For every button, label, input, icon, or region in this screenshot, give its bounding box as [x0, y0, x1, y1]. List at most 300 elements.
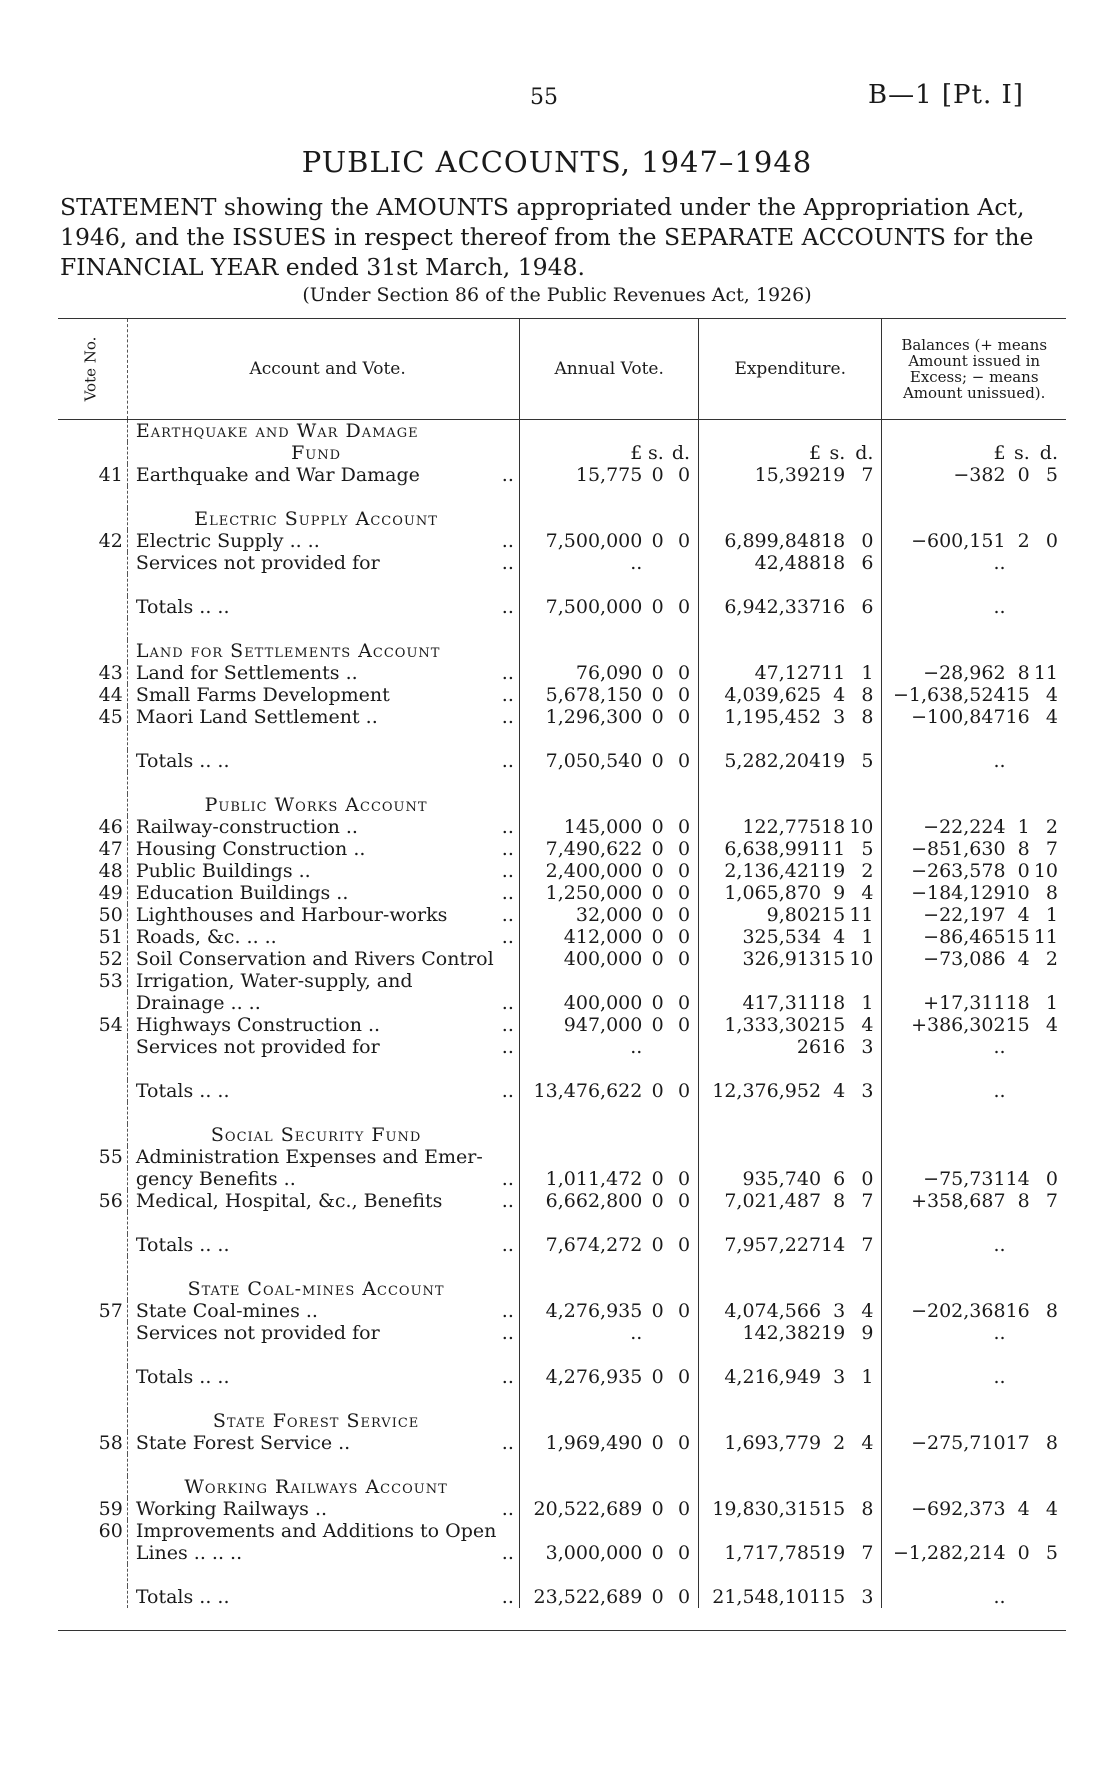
- ex-pence: [845, 1278, 882, 1300]
- annual-vote-shillings: [642, 1146, 663, 1168]
- annual-vote-pounds: [520, 1520, 642, 1542]
- ex-shillings: [821, 618, 845, 640]
- account-cell: [127, 1256, 496, 1278]
- annual-vote-pence: 0: [664, 1014, 699, 1036]
- balance-pounds: −75,731: [923, 1167, 1006, 1190]
- annual-vote-pence: 0: [664, 530, 699, 552]
- vote-cell: [58, 794, 127, 816]
- section-heading: Electric Supply Account: [194, 507, 438, 530]
- table-row: [58, 904, 1066, 926]
- vote-number: 58: [58, 1432, 127, 1454]
- av-pence: [664, 640, 699, 662]
- vote-no-header: Vote No.: [58, 319, 127, 420]
- expenditure-pence: 2: [845, 860, 882, 882]
- account-label: Drainage .. ..: [135, 991, 261, 1014]
- annual-vote-shillings: 0: [651, 1497, 664, 1520]
- table-row: [58, 1168, 1066, 1190]
- account-label: Roads, &c. .. ..: [135, 925, 277, 948]
- table-row: [58, 970, 1066, 992]
- bal-pounds: [882, 772, 1006, 794]
- dots-cell: [496, 1212, 520, 1234]
- expenditure-shillings: 11: [821, 661, 846, 684]
- leader-dots: ..: [496, 464, 520, 486]
- expenditure-pence: 4: [845, 1300, 882, 1322]
- spacer-row: [58, 1454, 1066, 1476]
- ex-pounds: [699, 486, 821, 508]
- account-cell: [127, 728, 496, 750]
- annual-vote-pounds: 13,476,622: [533, 1079, 643, 1102]
- bal-pence: [1030, 1388, 1066, 1410]
- expenditure-pence: 10: [845, 816, 882, 838]
- dots-cell: [496, 1410, 520, 1432]
- account-cell: [127, 1058, 496, 1080]
- vote-cell: [58, 574, 127, 596]
- annual-vote-pounds: 1,250,000: [545, 881, 643, 904]
- table-row: [58, 816, 1066, 838]
- expenditure-pounds: 5,282,204: [724, 749, 822, 772]
- table-row: [58, 838, 1066, 860]
- balance-pounds: −275,710: [911, 1431, 1006, 1454]
- annual-vote-shillings: 0: [651, 837, 664, 860]
- ex-pounds: [699, 772, 821, 794]
- spacer-row: [58, 574, 1066, 596]
- expenditure-pence: [845, 1520, 882, 1542]
- annual-vote-pounds: 5,678,150: [545, 683, 643, 706]
- av-pence: [664, 728, 699, 750]
- balance-shillings: 17: [1005, 1431, 1030, 1454]
- table-bottom-rule: [58, 1608, 1066, 1631]
- ex-pounds: [699, 1256, 821, 1278]
- spacer-row: [58, 1102, 1066, 1124]
- vote-number: [58, 1586, 127, 1608]
- bal-pence: [1030, 574, 1066, 596]
- av-pounds: [520, 1410, 642, 1432]
- expenditure-shillings: 9: [833, 881, 846, 904]
- annual-vote-pounds: 145,000: [563, 815, 643, 838]
- bal-pounds: [882, 1212, 1006, 1234]
- av-pence: [664, 508, 699, 530]
- balance-unit-pounds: £: [993, 441, 1006, 464]
- balance-pounds: −86,465: [923, 925, 1006, 948]
- balance-shillings: 14: [1005, 1167, 1030, 1190]
- vote-number: [58, 596, 127, 618]
- leader-dots: ..: [496, 1322, 520, 1344]
- expenditure-pence: 1: [845, 926, 882, 948]
- annual-vote-pounds: 1,011,472: [545, 1167, 643, 1190]
- expenditure-pounds: 21,548,101: [712, 1585, 822, 1608]
- balance-shillings: [1006, 750, 1030, 772]
- leader-dots: ..: [496, 706, 520, 728]
- annual-vote-pounds: ..: [630, 1035, 643, 1058]
- expenditure-pence: 1: [845, 992, 882, 1014]
- leader-dots: ..: [496, 838, 520, 860]
- section-heading: Social Security Fund: [210, 1123, 422, 1146]
- bal-pence: [1030, 794, 1066, 816]
- account-cell: [127, 1212, 496, 1234]
- bal-pounds: [882, 486, 1006, 508]
- leader-dots: ..: [496, 1036, 520, 1058]
- balance-pence: 2: [1045, 947, 1058, 970]
- ex-pounds: [699, 1564, 821, 1586]
- leader-dots: ..: [496, 1014, 520, 1036]
- vote-number: [58, 1036, 127, 1058]
- expenditure-pounds: 1,333,302: [724, 1013, 822, 1036]
- av-pence: [664, 618, 699, 640]
- bal-pounds: [882, 1388, 1006, 1410]
- expenditure-shillings: [821, 1520, 845, 1542]
- annual-vote-pence: [664, 1520, 699, 1542]
- account-label: Highways Construction ..: [135, 1013, 381, 1036]
- annual-vote-shillings: 0: [651, 661, 664, 684]
- balance-shillings: 0: [1017, 463, 1030, 486]
- vote-cell: [58, 420, 127, 442]
- av-pence: [664, 1344, 699, 1366]
- balance-pence: 11: [1033, 925, 1058, 948]
- balance-shillings: [1006, 1366, 1030, 1388]
- bal-pence: [1030, 1256, 1066, 1278]
- bal-shillings: [1006, 1212, 1030, 1234]
- balance-pence: [1030, 1322, 1066, 1344]
- leader-dots: ..: [496, 882, 520, 904]
- balance-shillings: [1006, 1520, 1030, 1542]
- av-pence: [664, 1476, 699, 1498]
- section-heading: State Coal-mines Account: [187, 1277, 445, 1300]
- vote-number: 60: [58, 1520, 127, 1542]
- balance-pence: 0: [1045, 1167, 1058, 1190]
- ex-shillings: [821, 1102, 845, 1124]
- expenditure-pounds: 42,488: [754, 551, 822, 574]
- balance-shillings: 0: [1017, 859, 1030, 882]
- page-number: 55: [530, 85, 558, 110]
- leader-dots: ..: [496, 1432, 520, 1454]
- bal-shillings: [1006, 640, 1030, 662]
- balance-pence: [1030, 1520, 1066, 1542]
- ex-pence: [845, 486, 882, 508]
- ex-shillings: [821, 1058, 845, 1080]
- annual-vote-shillings: 0: [651, 947, 664, 970]
- account-label: State Coal-mines ..: [135, 1299, 318, 1322]
- bal-pounds: [882, 508, 1006, 530]
- account-cell: [127, 1344, 496, 1366]
- balance-pounds: ..: [993, 595, 1006, 618]
- spacer-row: [58, 618, 1066, 640]
- balance-pence: 1: [1045, 991, 1058, 1014]
- expenditure-pounds: 2,136,421: [724, 859, 822, 882]
- balance-shillings: 15: [1005, 683, 1030, 706]
- balance-shillings: 4: [1017, 903, 1030, 926]
- expenditure-shillings: 19: [821, 463, 846, 486]
- bal-pence: [1030, 1058, 1066, 1080]
- annual-vote-pence: [664, 1146, 699, 1168]
- annual-vote-pence: 0: [664, 816, 699, 838]
- account-label: Railway-construction ..: [135, 815, 358, 838]
- bal-shillings: [1006, 728, 1030, 750]
- balance-shillings: 2: [1017, 529, 1030, 552]
- vote-number: [58, 552, 127, 574]
- vote-number: 57: [58, 1300, 127, 1322]
- expenditure-shillings: 15: [821, 1585, 846, 1608]
- ex-shillings: [821, 420, 845, 442]
- bal-pence: [1030, 728, 1066, 750]
- leader-dots: ..: [496, 904, 520, 926]
- dots-cell: [496, 442, 520, 464]
- expenditure-pounds: 935,740: [742, 1167, 822, 1190]
- balance-unit-pence: d.: [1039, 441, 1058, 464]
- vote-cell: [58, 1454, 127, 1476]
- bal-pence: [1030, 1454, 1066, 1476]
- dots-cell: [496, 1476, 520, 1498]
- dots-cell: [496, 1388, 520, 1410]
- expenditure-shillings: 19: [821, 1541, 846, 1564]
- table-row: [58, 1036, 1066, 1058]
- table-row: [58, 860, 1066, 882]
- bal-pence: [1030, 772, 1066, 794]
- leader-dots: ..: [496, 1168, 520, 1190]
- vote-cell: [58, 1124, 127, 1146]
- ex-pounds: [699, 1278, 821, 1300]
- expenditure-shillings: 14: [821, 1233, 846, 1256]
- expenditure-pence: 3: [845, 1586, 882, 1608]
- balance-pounds: +358,687: [911, 1189, 1006, 1212]
- bal-pence: [1030, 508, 1066, 530]
- bal-pounds: [882, 420, 1006, 442]
- page-title: PUBLIC ACCOUNTS, 1947–1948: [301, 145, 813, 179]
- annual-vote-pounds: 400,000: [563, 991, 643, 1014]
- annual-vote-shillings: 0: [651, 881, 664, 904]
- leader-dots: ..: [496, 552, 520, 574]
- annual-vote-shillings: [642, 1036, 663, 1058]
- ex-pence: [845, 1454, 882, 1476]
- balance-pounds: −1,282,214: [892, 1541, 1006, 1564]
- ex-pounds: [699, 574, 821, 596]
- annual-vote-pence: 0: [664, 860, 699, 882]
- bal-pounds: [882, 1102, 1006, 1124]
- annual-vote-pence: 0: [664, 596, 699, 618]
- expenditure-pounds: 7,957,227: [724, 1233, 822, 1256]
- av-pence: [664, 1564, 699, 1586]
- annual-vote-shillings: 0: [651, 1013, 664, 1036]
- expenditure-pounds: 7,021,487: [724, 1189, 822, 1212]
- ex-pounds: [699, 1212, 821, 1234]
- expenditure-shillings: 15: [821, 1497, 846, 1520]
- bal-pounds: [882, 794, 1006, 816]
- expenditure-pence: 6: [845, 596, 882, 618]
- dots-cell: [496, 618, 520, 640]
- av-shillings: [642, 508, 663, 530]
- vote-cell: [58, 1564, 127, 1586]
- balance-pence: [1030, 1146, 1066, 1168]
- balance-pounds: ..: [993, 1079, 1006, 1102]
- expenditure-shillings: 18: [821, 551, 846, 574]
- bal-pence: [1030, 1476, 1066, 1498]
- vote-number: [58, 1542, 127, 1564]
- account-label: Soil Conservation and Rivers Control: [135, 947, 494, 970]
- ex-shillings: [821, 1454, 845, 1476]
- bal-pence: [1030, 1124, 1066, 1146]
- av-pence: [664, 1102, 699, 1124]
- totals-row: [58, 1234, 1066, 1256]
- spacer-row: [58, 772, 1066, 794]
- account-label: gency Benefits ..: [135, 1167, 296, 1190]
- annual-vote-pence: 0: [664, 838, 699, 860]
- vote-number: [58, 1366, 127, 1388]
- leader-dots: ..: [496, 1498, 520, 1520]
- expenditure-pence: 10: [845, 948, 882, 970]
- balance-pence: 0: [1045, 529, 1058, 552]
- annual-vote-pence: 0: [664, 1190, 699, 1212]
- ex-shillings: [821, 574, 845, 596]
- bal-pence: [1030, 486, 1066, 508]
- av-pounds: [520, 1476, 642, 1498]
- ex-pence: [845, 794, 882, 816]
- ex-pence: [845, 574, 882, 596]
- expenditure-pounds: 142,382: [742, 1321, 822, 1344]
- bal-pence: [1030, 640, 1066, 662]
- table-row: [58, 552, 1066, 574]
- annual-vote-pence: [664, 1036, 699, 1058]
- balance-pence: 5: [1045, 463, 1058, 486]
- annual-vote-pence: 0: [664, 1168, 699, 1190]
- ex-pounds: [699, 1102, 821, 1124]
- annual-vote-pence: 0: [664, 1542, 699, 1564]
- table-row: [58, 1498, 1066, 1520]
- annual-vote-pence: [664, 970, 699, 992]
- annual-vote-pounds: 400,000: [563, 947, 643, 970]
- av-pounds: [520, 1058, 642, 1080]
- annual-vote-unit-pounds: £: [630, 441, 643, 464]
- bottom-rule-cell: [58, 1608, 1066, 1631]
- expenditure-pence: 1: [845, 1366, 882, 1388]
- annual-vote-pounds: [520, 970, 642, 992]
- vote-number: 56: [58, 1190, 127, 1212]
- bal-shillings: [1006, 420, 1030, 442]
- expenditure-shillings: [821, 1146, 845, 1168]
- ex-pounds: [699, 1454, 821, 1476]
- av-pounds: [520, 1212, 642, 1234]
- account-cell: [127, 772, 496, 794]
- section-heading-row: [58, 508, 1066, 530]
- vote-number: [58, 1168, 127, 1190]
- balance-pounds: −851,630: [911, 837, 1006, 860]
- totals-row: [58, 596, 1066, 618]
- av-shillings: [642, 1058, 663, 1080]
- annual-vote-pence: 0: [664, 1366, 699, 1388]
- expenditure-pounds: 1,693,779: [724, 1431, 822, 1454]
- vote-number: [58, 1234, 127, 1256]
- ex-shillings: [821, 772, 845, 794]
- vote-number: [58, 1322, 127, 1344]
- av-pence: [664, 1388, 699, 1410]
- expenditure-pence: 1: [845, 662, 882, 684]
- av-pence: [664, 486, 699, 508]
- vote-cell: [58, 508, 127, 530]
- annual-vote-shillings: 0: [651, 859, 664, 882]
- spacer-row: [58, 728, 1066, 750]
- ex-pounds: [699, 640, 821, 662]
- expenditure-pence: 5: [845, 750, 882, 772]
- balance-shillings: 16: [1005, 1299, 1030, 1322]
- leader-dots: ..: [496, 1300, 520, 1322]
- balance-pounds: −263,578: [911, 859, 1006, 882]
- expenditure-pounds: 12,376,952: [712, 1079, 822, 1102]
- table-row: [58, 992, 1066, 1014]
- expenditure-pence: 7: [845, 1542, 882, 1564]
- annual-vote-pounds: 1,969,490: [545, 1431, 643, 1454]
- vote-cell: [58, 442, 127, 464]
- av-pence: [664, 1124, 699, 1146]
- account-label: Administration Expenses and Emer-: [135, 1145, 483, 1168]
- ex-pounds: [699, 420, 821, 442]
- av-shillings: [642, 618, 663, 640]
- av-pence: [664, 1212, 699, 1234]
- balance-shillings: [1006, 1080, 1030, 1102]
- balance-pounds: −184,129: [911, 881, 1006, 904]
- ex-pence: [845, 1058, 882, 1080]
- leader-dots: ..: [496, 530, 520, 552]
- expenditure-shillings: 4: [833, 683, 846, 706]
- vote-number: 51: [58, 926, 127, 948]
- expenditure-pounds: [699, 970, 821, 992]
- av-pence: [664, 1410, 699, 1432]
- annual-vote-pence: 0: [664, 1300, 699, 1322]
- bal-pence: [1030, 1344, 1066, 1366]
- expenditure-pence: 5: [845, 838, 882, 860]
- expenditure-pence: 8: [845, 684, 882, 706]
- balance-shillings: 1: [1017, 815, 1030, 838]
- expenditure-shillings: [821, 970, 845, 992]
- annual-vote-pence: 0: [664, 882, 699, 904]
- balance-pounds: −22,197: [923, 903, 1006, 926]
- balance-pence: [1030, 596, 1066, 618]
- annual-vote-pounds: 2,400,000: [545, 859, 643, 882]
- balance-pounds: −28,962: [923, 661, 1006, 684]
- vote-cell: [58, 1410, 127, 1432]
- leader-dots: [496, 1520, 520, 1542]
- vote-number: 46: [58, 816, 127, 838]
- expenditure-shillings: 18: [821, 815, 846, 838]
- annual-vote-shillings: 0: [651, 1299, 664, 1322]
- balance-pence: [1030, 1036, 1066, 1058]
- expenditure-shillings: 15: [821, 947, 846, 970]
- annual-vote-unit-shillings: s.: [647, 441, 664, 464]
- bal-shillings: [1006, 1454, 1030, 1476]
- balance-pence: 1: [1045, 903, 1058, 926]
- account-label: Lighthouses and Harbour-works: [135, 903, 448, 926]
- bal-pounds: [882, 1564, 1006, 1586]
- table-row: [58, 1322, 1066, 1344]
- balances-header: Balances (+ means Amount issued in Excess; − means Amount unissued).: [882, 319, 1066, 420]
- ex-pounds: [699, 1058, 821, 1080]
- balance-shillings: 0: [1017, 1541, 1030, 1564]
- annual-vote-shillings: 0: [651, 595, 664, 618]
- annual-vote-pounds: 6,662,800: [545, 1189, 643, 1212]
- annual-vote-shillings: 0: [651, 1541, 664, 1564]
- annual-vote-shillings: [642, 1520, 663, 1542]
- ex-shillings: [821, 1388, 845, 1410]
- bal-pounds: [882, 1058, 1006, 1080]
- annual-vote-pounds: 76,090: [575, 661, 643, 684]
- balance-pence: 4: [1045, 1497, 1058, 1520]
- bal-pounds: [882, 1256, 1006, 1278]
- vote-number: 42: [58, 530, 127, 552]
- annual-vote-pounds: 412,000: [563, 925, 643, 948]
- av-pounds: [520, 1124, 642, 1146]
- spacer-row: [58, 1344, 1066, 1366]
- vote-cell: [58, 1344, 127, 1366]
- balance-pence: [1030, 750, 1066, 772]
- vote-cell: [58, 618, 127, 640]
- balance-pounds: −22,224: [923, 815, 1006, 838]
